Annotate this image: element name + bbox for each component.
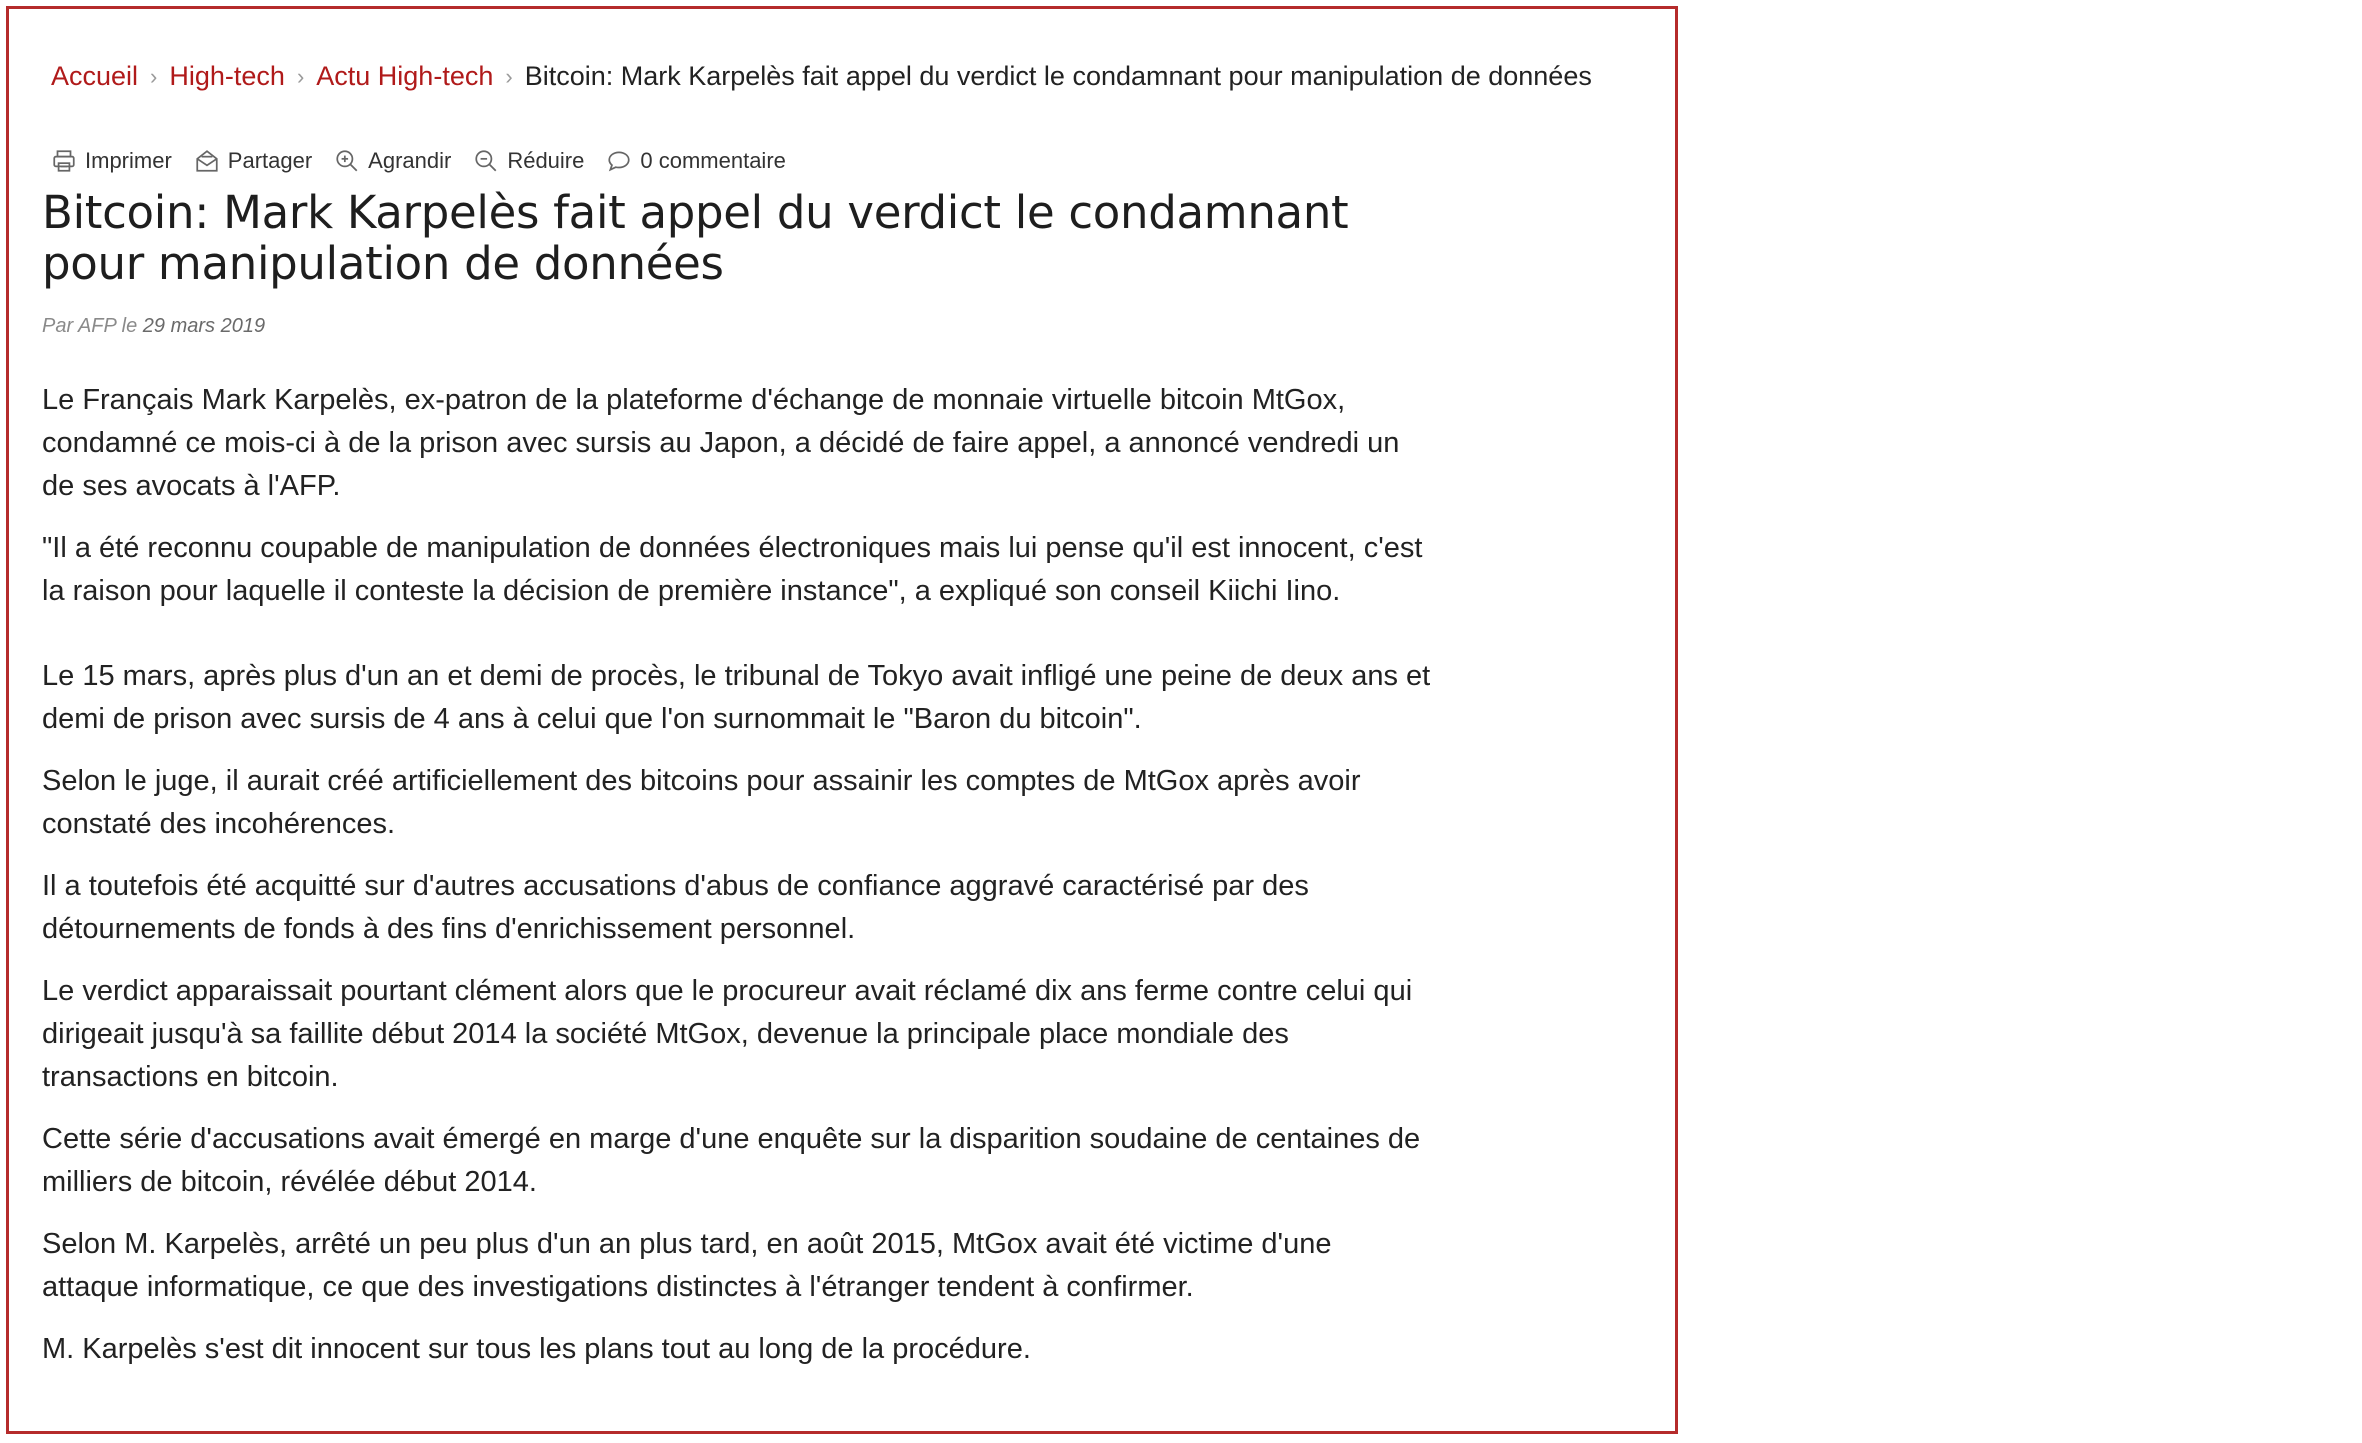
article-paragraph: Cette série d'accusations avait émergé en marge d'une enquête sur la disparition soudaine de centaines de milliers de bitcoin, révélée début 2014. [42, 1123, 1421, 1198]
article-frame [6, 6, 1678, 1434]
speech-bubble-icon [606, 148, 632, 174]
article-paragraph: Selon M. Karpelès, arrêté un peu plus d'un an plus tard, en août 2015, MtGox avait été victime d'une attaque informatique, ce que des investigations distinctes à l'étranger tendent à confirmer. [42, 1228, 1332, 1303]
share-button[interactable] [194, 148, 312, 174]
byline-date: 29 mars 2019 [142, 315, 266, 337]
print-button[interactable] [51, 148, 172, 174]
article-paragraph: M. Karpelès s'est dit innocent sur tous les plans tout au long de la procédure. [42, 1333, 1031, 1365]
chevron-right-icon: › [296, 63, 305, 89]
article-paragraph: Il a toutefois été acquitté sur d'autres accusations d'abus de confiance aggravé caractérisé par des détournements de fonds à des fins d'enrichissement personnel. [42, 870, 1309, 945]
print-label: Imprimer [85, 148, 172, 173]
share-label: Partager [227, 148, 313, 173]
zoom-in-button[interactable] [334, 148, 451, 174]
zoom-out-label: Réduire [507, 148, 585, 173]
breadcrumb-actu-high-tech-link[interactable]: Actu High-tech [316, 61, 494, 91]
article-body [42, 379, 1432, 1390]
article-paragraph: "Il a été reconnu coupable de manipulation de données électroniques mais lui pense qu'il est innocent, c'est la raison pour laquelle il conteste la décision de première instance", a expliqué son conseil Kiichi Iino. [42, 532, 1423, 607]
article-paragraph: Selon le juge, il aurait créé artificiellement des bitcoins pour assainir les comptes de MtGox après avoir constaté des incohérences. [42, 765, 1361, 840]
breadcrumb-current: Bitcoin: Mark Karpelès fait appel du verdict le condamnant pour manipulation de données [524, 61, 1592, 91]
article-paragraph: Le 15 mars, après plus d'un an et demi de procès, le tribunal de Tokyo avait infligé une peine de deux ans et demi de prison avec sursis de 4 ans à celui que l'on surnommait le "Baron du bitcoin". [42, 660, 1431, 735]
zoom-out-button[interactable] [473, 148, 584, 174]
article-byline [42, 315, 265, 338]
printer-icon [51, 148, 77, 174]
article-title: Bitcoin: Mark Karpelès fait appel du verdict le condamnant pour manipulation de données [42, 186, 1349, 290]
chevron-right-icon: › [505, 63, 513, 89]
zoom-out-icon [473, 148, 499, 174]
article-paragraph: Le Français Mark Karpelès, ex-patron de la plateforme d'échange de monnaie virtuelle bitcoin MtGox, condamné ce mois-ci à de la prison avec sursis au Japon, a décidé de faire appel, a annoncé vendredi un de ses avocats à l'AFP. [42, 384, 1400, 502]
breadcrumb-home-link[interactable]: Accueil [51, 61, 139, 91]
article-paragraph: Le verdict apparaissait pourtant clément alors que le procureur avait réclamé dix ans ferme contre celui qui dirigeait jusqu'à sa faillite début 2014 la société MtGox, devenue la principale place mondiale des transactions en bitcoin. [42, 975, 1413, 1093]
chevron-right-icon: › [150, 63, 158, 89]
envelope-icon [194, 148, 220, 174]
breadcrumb [51, 61, 1592, 92]
zoom-in-icon [334, 148, 360, 174]
zoom-in-label: Agrandir [368, 148, 452, 173]
comments-label: 0 commentaire [640, 148, 786, 173]
byline-author: Par AFP le [42, 315, 143, 337]
breadcrumb-high-tech-link[interactable]: High-tech [169, 61, 285, 91]
article-toolbar [51, 148, 808, 174]
comments-button[interactable] [606, 148, 786, 174]
